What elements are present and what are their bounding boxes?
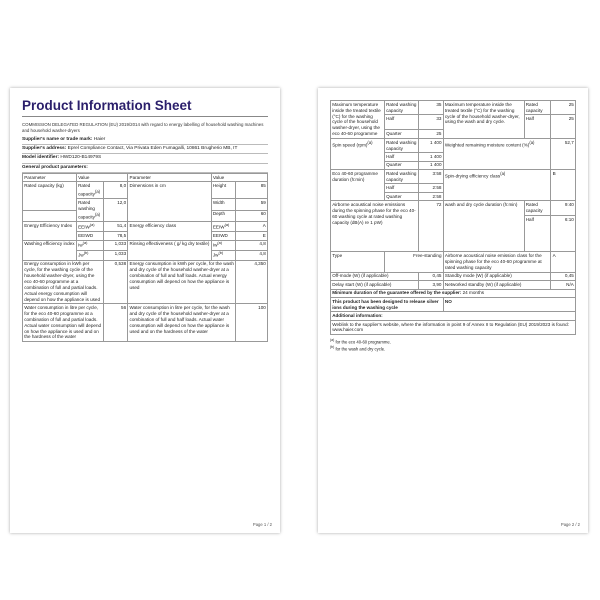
eei-label: Energy Efficiency Index <box>23 222 77 240</box>
noise-emission-label: Airborne acoustical noise emissions during the spinning phase for the eco 40-60 washing cycle at rated washing capacity (dB(A) re 1 pW) <box>331 201 419 252</box>
eco-duration-half-value: 2:58 <box>419 184 444 192</box>
width-value: 59 <box>236 199 268 210</box>
max-temp-wd-rated-label: Rated capacity <box>524 101 551 115</box>
eco-duration-rated-value: 3:58 <box>419 170 444 184</box>
table-row <box>331 252 576 272</box>
table-row <box>331 297 576 311</box>
supplier-address-row <box>22 145 268 154</box>
max-temp-wd-label: Maximum temperature inside the treated textile (°C) for the washing cycle of the household washer-dryer, using the wash and dry cycle. <box>443 101 524 139</box>
noise-class-value: A <box>551 252 576 272</box>
networked-standby-label: Networked standby (W) (if applicable) <box>443 281 551 289</box>
spin-half-label: Half <box>384 153 418 161</box>
header-parameter-2: Parameter <box>128 173 211 181</box>
iw-value: 1,033 <box>103 240 128 250</box>
silver-ions-value: NO <box>443 297 575 311</box>
energy-consumption-wd-value: 4,350 <box>236 260 268 304</box>
rated-capacity-label: Rated capacity (kg) <box>23 182 77 210</box>
max-temp-half-value: 33 <box>419 115 444 130</box>
guarantee-label: Minimum duration of the guarantee offered by the supplier: <box>332 290 462 296</box>
max-temp-wd-half-value: 25 <box>551 115 576 139</box>
table-row <box>331 312 576 320</box>
wd-duration-rated-value: 9:40 <box>551 201 576 215</box>
eei-wd-value: 78,5 <box>103 232 128 240</box>
eec-w-value: A <box>236 222 268 232</box>
page-number: Page 2 / 2 <box>560 522 580 527</box>
off-mode-label: Off-mode (W) (if applicable) <box>331 272 419 280</box>
max-temp-wash-label: Maximum temperature inside the treated textile (°C) for the washing cycle of the household washer-dryer, using the eco 40-60 programme <box>331 101 385 139</box>
supplier-name-row <box>22 136 268 145</box>
eec-wd-value: E <box>236 232 268 240</box>
table-row <box>23 240 268 250</box>
header-value: Value <box>76 173 127 181</box>
table-row <box>23 260 268 304</box>
table-row <box>331 289 576 297</box>
water-consumption-wash-label: Water consumption in litre per cycle, for the eco 40-60 programme at a combination of full and partial loads. Actual water consumption will depend on how the appliance is used and on the hardness of the water <box>23 304 104 342</box>
supplier-name-label: Supplier's name or trade mark: <box>22 137 93 142</box>
moisture-label: Weighted remaining moisture content (%)$^{(a)}$ <box>443 138 551 169</box>
spin-rated-value: 1 400 <box>419 138 444 152</box>
spin-drying-class-label: Spin-drying efficiency class$^{(a)}$ <box>443 170 551 201</box>
energy-consumption-wash-value: 0,538 <box>103 260 128 304</box>
parameters-table-p2 <box>330 100 576 335</box>
table-row <box>331 281 576 289</box>
header-value-2: Value <box>211 173 267 181</box>
table-row <box>331 138 576 152</box>
sheet-title: Product Information Sheet <box>22 98 268 117</box>
wd-duration-rated-label: Rated capacity <box>524 201 551 215</box>
silver-ions-label: This product has been designed to release silver ions during the washing cycle <box>331 297 444 311</box>
footnotes <box>330 338 576 353</box>
washing-efficiency-label: Washing efficiency index <box>23 240 77 260</box>
page-number: Page 1 / 2 <box>252 522 272 527</box>
eec-w-symbol: EEIW$^{(a)}$ <box>211 222 236 232</box>
general-params-label: General product parameters: <box>22 164 88 170</box>
table-row <box>23 222 268 232</box>
header-parameter: Parameter <box>23 173 77 181</box>
supplier-address-label: Supplier's address: <box>22 146 67 152</box>
max-temp-wd-rated-value: 25 <box>551 101 576 115</box>
standby-label: Standby mode (W) (if applicable) <box>443 272 551 280</box>
delay-start-value: 3,90 <box>419 281 444 289</box>
eco-duration-half-label: Half <box>384 184 418 192</box>
model-value: HWD120-B14979S <box>60 155 102 161</box>
table-row <box>331 170 576 184</box>
iw2-symbol: Iw$^{(a)}$ <box>211 240 236 250</box>
eei-wd-symbol: EEIWD <box>76 232 103 240</box>
eec-wd-symbol: EEIWD <box>211 232 236 240</box>
spin-quarter-value: 1 400 <box>419 161 444 169</box>
page-2 <box>318 88 588 533</box>
type-label: Type <box>331 252 385 272</box>
iw-symbol: Iw$^{(a)}$ <box>76 240 103 250</box>
eco-duration-rated-label: Rated washing capacity <box>384 170 418 184</box>
general-params-row <box>22 164 268 173</box>
dimensions-label: Dimensions in cm <box>128 182 211 222</box>
max-temp-half-label: Half <box>384 115 418 130</box>
rated-capacity-wash-value: 8,0 <box>103 182 128 199</box>
height-label: Height <box>211 182 236 199</box>
delay-start-label: Delay start (W) (if applicable) <box>331 281 419 289</box>
table-row <box>331 201 576 215</box>
wd-duration-half-label: Half <box>524 215 551 252</box>
jw2-value: 4,8 <box>236 250 268 260</box>
guarantee-row <box>331 289 576 297</box>
eei-w-symbol: EEIW$^{(a)}$ <box>76 222 103 232</box>
width-label: Width <box>211 199 236 210</box>
noise-emission-value: 72 <box>419 201 444 252</box>
table-header-row <box>23 173 268 181</box>
parameters-table-p1 <box>22 173 268 342</box>
spin-rated-label: Rated washing capacity <box>384 138 418 152</box>
max-temp-wd-half-label: Half <box>524 115 551 139</box>
footnote-b: $^{(b)}$ for the wash and dry cycle. <box>330 345 386 352</box>
energy-consumption-wd-label: Energy consumption in kWh per cycle, for the wash and dry cycle of the household washer-dryer at a combination of full and half loads. Actual energy consumption will depend on how the appliance is used <box>128 260 236 304</box>
eco-duration-quarter-label: Quarter <box>384 192 418 200</box>
eec-label: Energy efficiency class <box>128 222 211 240</box>
eco-duration-label: Eco 40-60 programme duration (h:min) <box>331 170 385 201</box>
spin-half-value: 1 400 <box>419 153 444 161</box>
rated-capacity-dry-label: Rated washing capacity$^{(a)}$ <box>76 199 103 222</box>
blank-cell <box>23 210 77 221</box>
page-1 <box>10 88 280 533</box>
supplier-name-value: Haier <box>93 137 106 142</box>
water-consumption-wd-label: Water consumption in litre per cycle, for the wash and dry cycle of the household washer-dryer at a combination of full and half loads. Actual water consumption will depend on how the appliance is used and on the hardness of the water <box>128 304 236 342</box>
eco-duration-quarter-value: 2:58 <box>419 192 444 200</box>
max-temp-rated-label: Rated washing capacity <box>384 101 418 115</box>
table-row <box>331 272 576 280</box>
wd-duration-label: wash and dry cycle duration (h:min) <box>443 201 524 252</box>
regulation-text: COMMISSION DELEGATED REGULATION (EU) 2019/2014 with regard to energy labelling of household washing machines and household washer-dryers <box>22 122 264 133</box>
rinsing-effectiveness-label: Rinsing effectiveness ( g/ kg dry textile) <box>128 240 211 260</box>
depth-label: Depth <box>211 210 236 221</box>
noise-class-label: Airborne acoustical noise emission class for the spinning phase for the eco 40-60 programme at rated washing capacity <box>443 252 551 272</box>
max-temp-rated-value: 35 <box>419 101 444 115</box>
supplier-address-value: Eprel Compliance Contact, Via Privata Eden Fumagalli, 10861 Brugherio MB, IT <box>67 146 238 152</box>
footnote-a: $^{(a)}$ for the eco 40-60 programme. <box>330 338 391 345</box>
spin-drying-class-value: B <box>551 170 576 201</box>
rated-capacity-wash-label: Rated capacity$^{(a)}$ <box>76 182 103 199</box>
off-mode-value: 0,45 <box>419 272 444 280</box>
model-label: Model identifier: <box>22 155 60 161</box>
table-row <box>331 101 576 115</box>
wd-duration-half-value: 6:10 <box>551 215 576 252</box>
table-row <box>23 304 268 342</box>
spin-quarter-label: Quarter <box>384 161 418 169</box>
height-value: 85 <box>236 182 268 199</box>
moisture-value: 52,7 <box>551 138 576 169</box>
energy-consumption-wash-label: Energy consumption in kWh per cycle, for the washing cycle of the household washer-dryer, using the eco 40-60 programme at a combination of full and partial loads. Actual energy consumption will depend on how the appliance is used <box>23 260 104 304</box>
type-value: Free-standing <box>384 252 443 272</box>
standby-value: 0,45 <box>551 272 576 280</box>
depth-value: 60 <box>236 210 268 221</box>
weblink-text: Weblink to the supplier's website, where the information in point 9 of Annex II to Regulation (EU) 2019/2023 is found: www.haier.com <box>331 320 576 334</box>
additional-info-label: Additional information: <box>331 312 576 320</box>
water-consumption-wd-value: 100 <box>236 304 268 342</box>
water-consumption-wash-value: 56 <box>103 304 128 342</box>
guarantee-value: 24 months <box>462 290 485 296</box>
table-row <box>331 320 576 334</box>
jw2-symbol: Jw$^{(b)}$ <box>211 250 236 260</box>
jw-value: 1,033 <box>103 250 128 260</box>
table-row <box>23 182 268 199</box>
spin-speed-label: Spin speed (rpm)$^{(a)}$ <box>331 138 385 169</box>
iw2-value: 4,8 <box>236 240 268 250</box>
max-temp-quarter-label: Quarter <box>384 130 418 138</box>
jw-symbol: Jw$^{(b)}$ <box>76 250 103 260</box>
model-row <box>22 154 268 163</box>
networked-standby-value: N/A <box>551 281 576 289</box>
max-temp-quarter-value: 25 <box>419 130 444 138</box>
rated-capacity-dry-value: 12,0 <box>103 199 128 222</box>
eei-w-value: 51,4 <box>103 222 128 232</box>
